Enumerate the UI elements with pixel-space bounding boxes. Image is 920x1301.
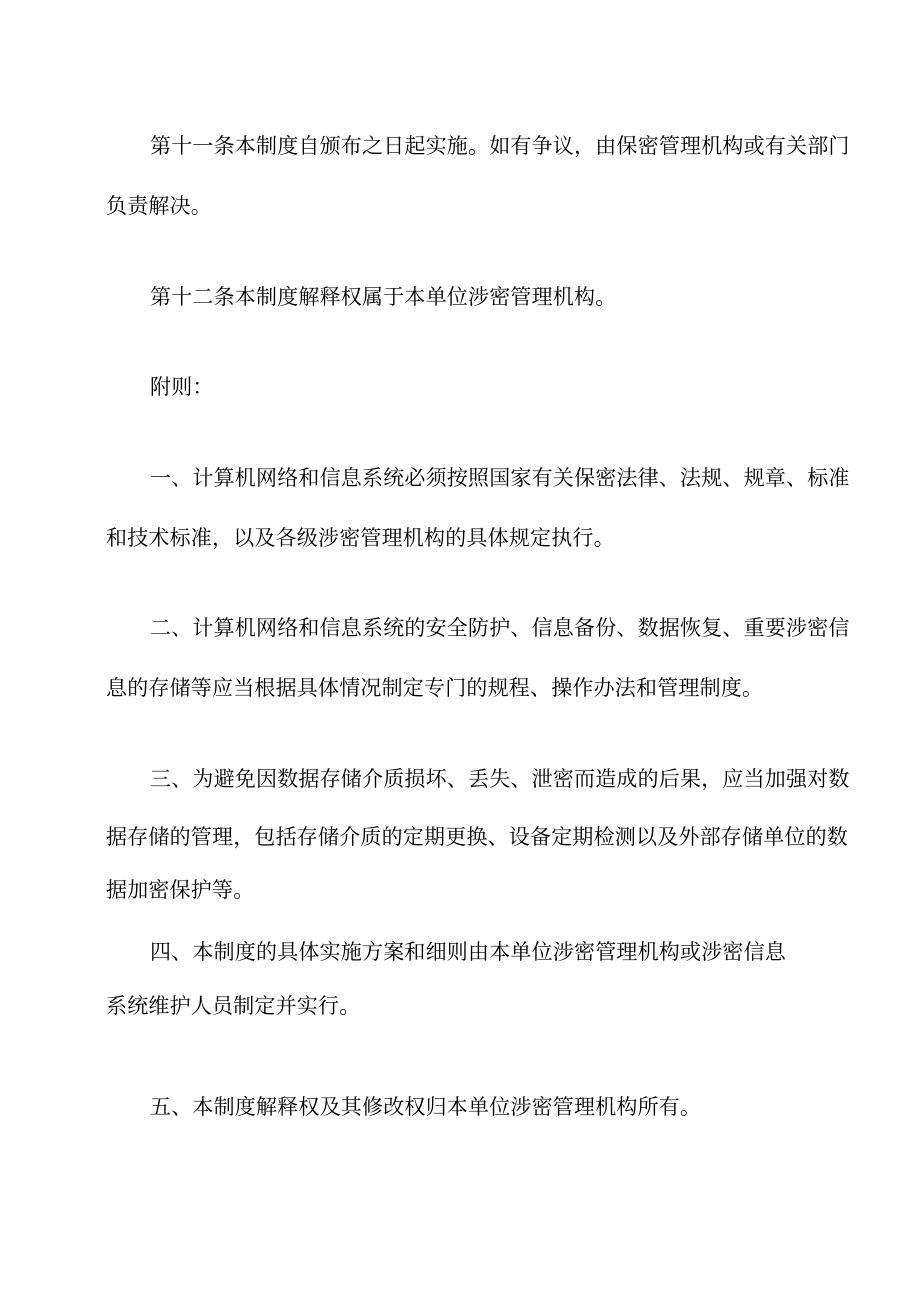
article-12-line-1: 第十二条本制度解释权属于本单位涉密管理机构。 <box>150 285 617 309</box>
article-11-line-1: 第十一条本制度自颁布之日起实施。如有争议，由保密管理机构或有关部门 <box>150 134 850 158</box>
appendix-4-line-1: 四、本制度的具体实施方案和细则由本单位涉密管理机构或涉密信息 <box>150 940 786 964</box>
appendix-5-line-1: 五、本制度解释权及其修改权归本单位涉密管理机构所有。 <box>150 1095 702 1119</box>
article-11-line-2: 负责解决。 <box>106 194 212 218</box>
appendix-3-line-1: 三、为避免因数据存储介质损坏、丢失、泄密而造成的后果，应当加强对数 <box>150 767 850 791</box>
appendix-4-line-2: 系统维护人员制定并实行。 <box>106 994 361 1018</box>
appendix-2-line-1: 二、计算机网络和信息系统的安全防护、信息备份、数据恢复、重要涉密信 <box>150 616 850 640</box>
appendix-3-line-2: 据存储的管理，包括存储介质的定期更换、设备定期检测以及外部存储单位的数 <box>106 825 848 849</box>
appendix-1-line-1: 一、计算机网络和信息系统必须按照国家有关保密法律、法规、规章、标准 <box>150 466 850 490</box>
appendix-heading: 附则： <box>150 375 214 399</box>
appendix-3-line-3: 据加密保护等。 <box>106 878 255 902</box>
appendix-2-line-2: 息的存储等应当根据具体情况制定专门的规程、操作办法和管理制度。 <box>106 676 764 700</box>
appendix-1-line-2: 和技术标准，以及各级涉密管理机构的具体规定执行。 <box>106 526 615 550</box>
